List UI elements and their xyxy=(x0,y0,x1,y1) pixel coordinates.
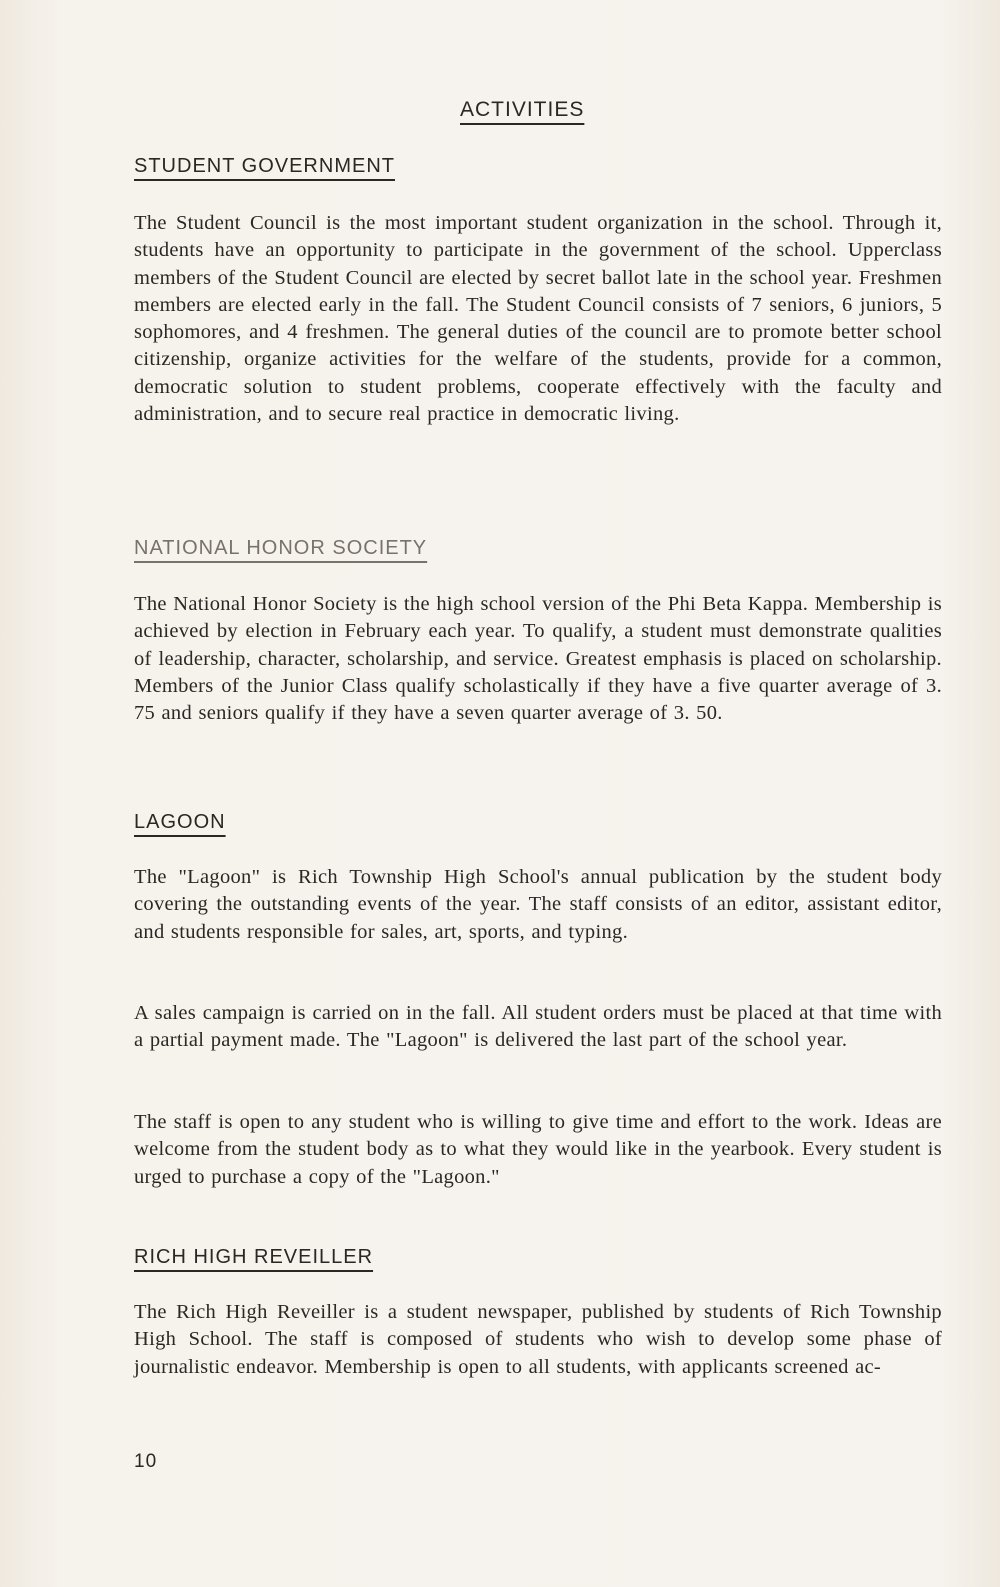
section-heading-lagoon: LAGOON xyxy=(134,811,226,833)
paragraph-lagoon-2: A sales campaign is carried on in the fall. All student orders must be placed at that time with a partial payment made. The "Lagoon" is delivered the last part of the school year. xyxy=(134,1002,942,1052)
page-title: ACTIVITIES xyxy=(460,98,585,121)
paragraph-lagoon-1: The "Lagoon" is Rich Township High School's annual publication by the student body covering the outstanding events of the year. The staff consists of an editor, assistant editor, and students responsible for sales, art, sports, and typing. xyxy=(134,866,942,943)
paragraph-student-government: The Student Council is the most important student organization in the school. Through it, students have an opportunity to participate in the government of the school. Upperclass members of the Student Council are elected by secret ballot late in the school year. Freshmen members are elected early in the fall. The Student Council consists of 7 seniors, 6 juniors, 5 sophomores, and 4 freshmen. The general duties of the council are to promote better school citizenship, organize activities for the welfare of the students, provide for a common, democratic solution to student problems, cooperate effectively with the faculty and administration, and to secure real practice in democratic living. xyxy=(134,212,942,426)
section-heading-rich-high-reveiller: RICH HIGH REVEILLER xyxy=(134,1246,374,1268)
section-heading-national-honor-society: NATIONAL HONOR SOCIETY xyxy=(134,537,428,559)
paragraph-national-honor-society: The National Honor Society is the high school version of the Phi Beta Kappa. Membership is achieved by election in February each year. To qualify, a student must demonstrate qualities of leadership, character, scholarship, and service. Greatest emphasis is placed on scholarship. Members of the Junior Class qualify scholastically if they have a five quarter average of 3. 75 and seniors qualify if they have a seven quarter average of 3. 50. xyxy=(134,593,942,725)
paragraph-rich-high-reveiller: The Rich High Reveiller is a student newspaper, published by students of Rich Township High School. The staff is composed of students who wish to develop some phase of journalistic endeavor. Membership is open to all students, with applicants screened ac- xyxy=(134,1301,942,1378)
paragraph-lagoon-3: The staff is open to any student who is willing to give time and effort to the work. Ideas are welcome from the student body as to what they would like in the yearbook. Every student is urged to purchase a copy of the "Lagoon." xyxy=(134,1111,942,1188)
page-number: 10 xyxy=(134,1451,158,1472)
section-heading-student-government: STUDENT GOVERNMENT xyxy=(134,155,395,177)
